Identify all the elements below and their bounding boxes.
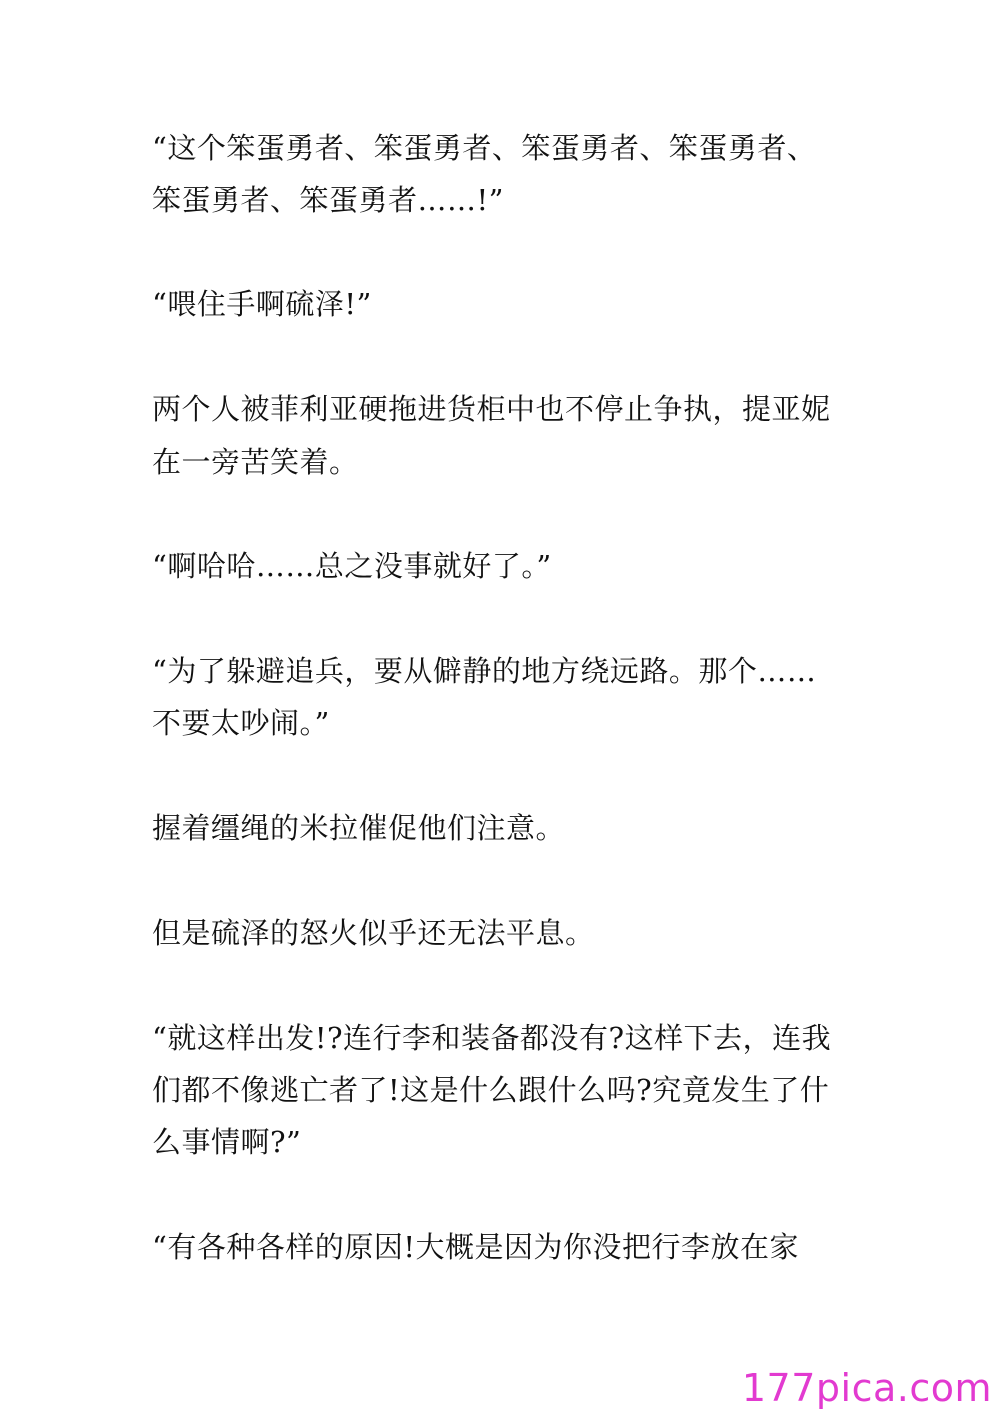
text-line: 在一旁苦笑着。 [152,445,359,479]
text-line: “就这样出发!?连行李和装备都没有?这样下去，连我 [152,1021,832,1055]
text-line: “喂住手啊硫泽!” [152,287,372,321]
watermark-text: 177pica.com [741,1366,992,1410]
text-line: “这个笨蛋勇者、笨蛋勇者、笨蛋勇者、笨蛋勇者、 [152,131,817,165]
text-line: 但是硫泽的怒火似乎还无法平息。 [152,916,595,950]
text-line: 两个人被菲利亚硬拖进货柜中也不停止争执，提亚妮 [152,392,831,426]
text-line: 么事情啊?” [152,1125,302,1159]
text-line: 握着缰绳的米拉催促他们注意。 [152,811,566,845]
text-line: “啊哈哈……总之没事就好了。” [152,549,552,583]
text-line: 不要太吵闹。” [152,706,330,740]
text-line: 笨蛋勇者、笨蛋勇者……!” [152,183,504,217]
text-line: “有各种各样的原因!大概是因为你没把行李放在家 [152,1230,799,1264]
text-line: “为了躲避追兵，要从僻静的地方绕远路。那个…… [152,654,817,688]
text-line: 们都不像逃亡者了!这是什么跟什么吗?究竟发生了什 [152,1073,830,1107]
